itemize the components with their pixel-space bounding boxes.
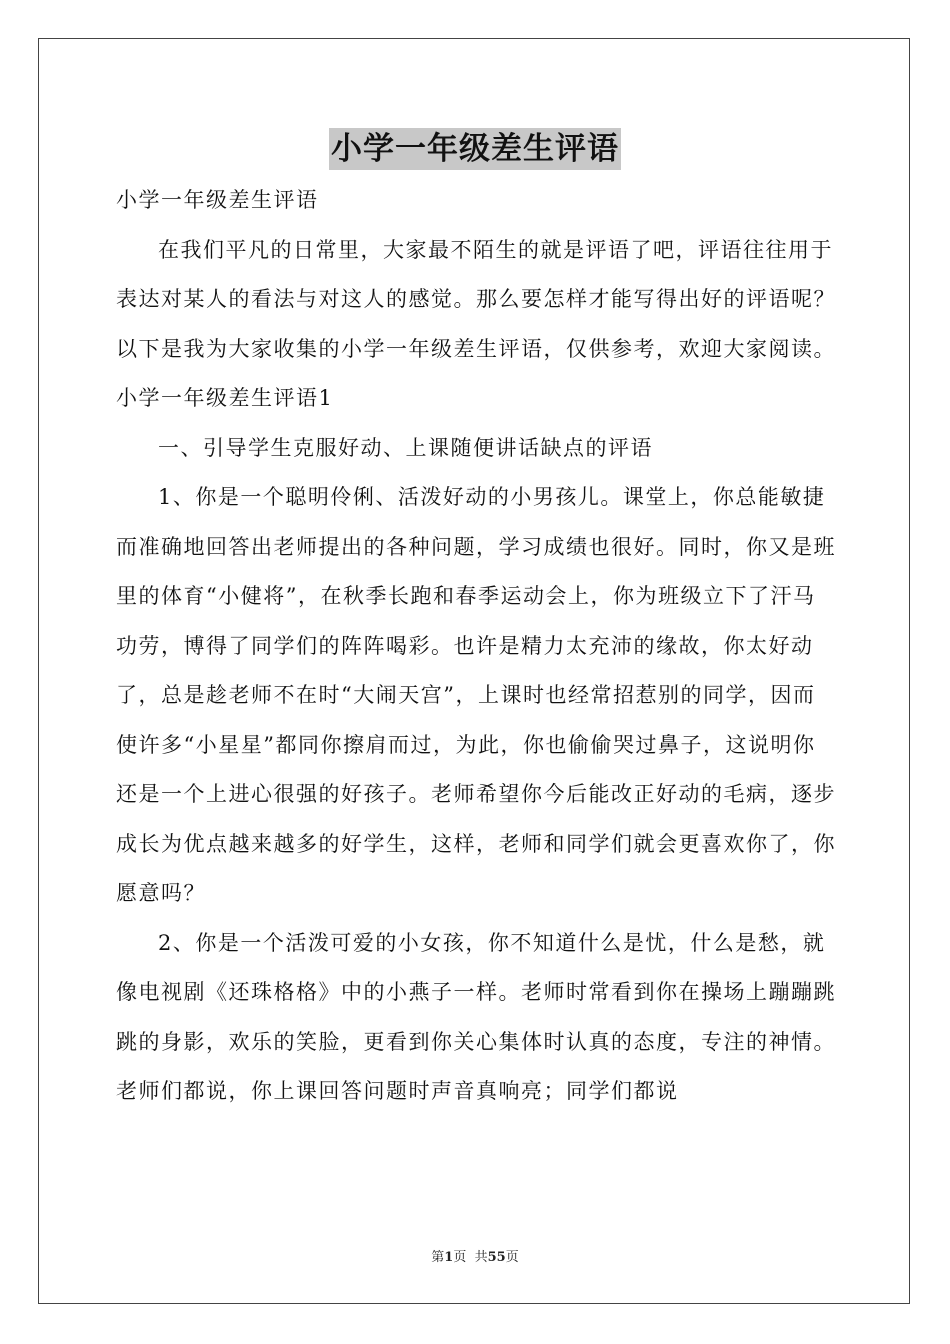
footer-prefix: 第 bbox=[431, 1250, 445, 1265]
footer-page-total: 55 bbox=[487, 1250, 506, 1265]
document-body bbox=[116, 176, 836, 1117]
footer-suffix: 页 bbox=[505, 1250, 519, 1265]
paragraph: 1、你是一个聪明伶俐、活泼好动的小男孩儿。课堂上，你总能敏捷而准确地回答出老师提出的各种问题，学习成绩也很好。同时，你又是班里的体育“小健将”，在秋季长跑和春季运动会上，你为班级立下了汗马功劳，博得了同学们的阵阵喝彩。也许是精力太充沛的缘故，你太好动了，总是趁老师不在时“大闹天宫”，上课时也经常招惹别的同学，因而使许多“小星星”都同你擦肩而过，为此，你也偷偷哭过鼻子，这说明你还是一个上进心很强的好孩子。老师希望你今后能改正好动的毛病，逐步成长为优点越来越多的好学生，这样，老师和同学们就会更喜欢你了，你愿意吗？ bbox=[116, 485, 836, 905]
paragraph: 在我们平凡的日常里，大家最不陌生的就是评语了吧，评语往往用于表达对某人的看法与对这人的感觉。那么要怎样才能写得出好的评语呢？以下是我为大家收集的小学一年级差生评语，仅供参考，欢迎大家阅读。 bbox=[116, 237, 836, 361]
title-container bbox=[0, 128, 950, 170]
document-title: 小学一年级差生评语 bbox=[329, 128, 621, 170]
page-footer bbox=[0, 1246, 950, 1265]
paragraph: 2、你是一个活泼可爱的小女孩，你不知道什么是忧，什么是愁，就像电视剧《还珠格格》中的小燕子一样。老师时常看到你在操场上蹦蹦跳跳的身影，欢乐的笑脸，更看到你关心集体时认真的态度，专注的神情。老师们都说，你上课回答问题时声音真响亮；同学们都说 bbox=[116, 930, 836, 1103]
paragraph: 小学一年级差生评语 bbox=[116, 188, 319, 212]
paragraph: 小学一年级差生评语1 bbox=[116, 386, 334, 410]
paragraph: 一、引导学生克服好动、上课随便讲话缺点的评语 bbox=[158, 435, 653, 460]
footer-page-current: 1 bbox=[444, 1250, 454, 1265]
footer-mid: 页 共 bbox=[453, 1250, 488, 1265]
